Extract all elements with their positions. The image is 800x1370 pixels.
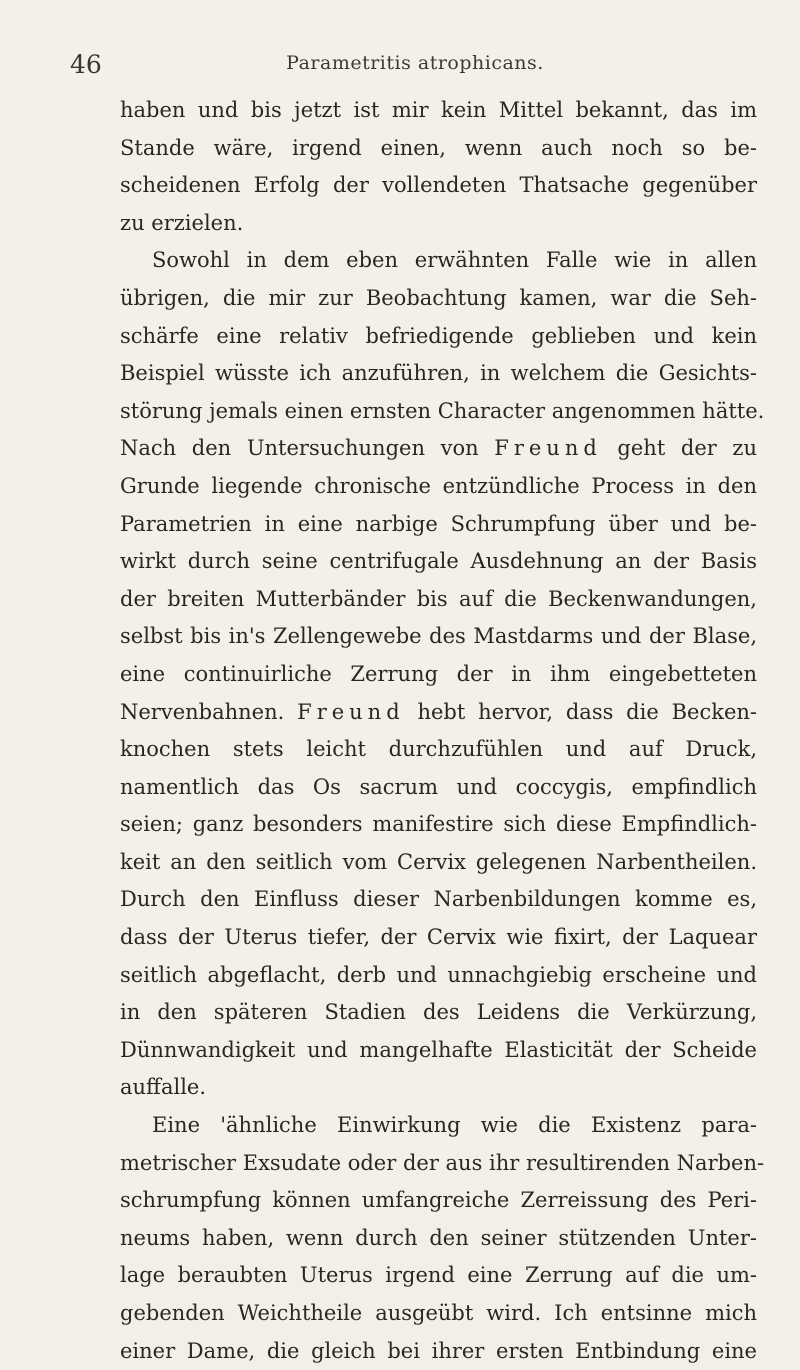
- text-line: einer Dame, die gleich bei ihrer ersten Entbindung eine: [120, 1338, 757, 1363]
- text-line: seien; ganz besonders manifestire sich diese Empfindlich-: [120, 812, 757, 837]
- text-line: wirkt durch seine centrifugale Ausdehnung an der Basis: [120, 549, 757, 574]
- body-text: [120, 92, 765, 1370]
- text-line: selbst bis in's Zellengewebe des Mastdarms und der Blase,: [120, 624, 757, 649]
- page-header: [70, 46, 760, 82]
- text-line: Parametrien in eine narbige Schrumpfung über und be-: [120, 511, 757, 536]
- text-line: Durch den Einfluss dieser Narbenbildungen komme es,: [120, 887, 757, 912]
- text-line: Grunde liegende chronische entzündliche Process in den: [120, 473, 757, 498]
- text-line: [120, 430, 757, 468]
- page-number: 46: [70, 50, 102, 79]
- text-segment: Nach den Untersuchungen von: [120, 436, 495, 461]
- text-line: keit an den seitlich vom Cervix gelegenen Narbentheilen.: [120, 849, 757, 874]
- text-line: schrumpfung können umfangreiche Zerreissung des Peri-: [120, 1188, 757, 1213]
- text-line: Beispiel wüsste ich anzuführen, in welchem die Gesichts-: [120, 361, 757, 386]
- text-line: neums haben, wenn durch den seiner stützenden Unter-: [120, 1225, 757, 1250]
- text-line: lage beraubten Uterus irgend eine Zerrung auf die um-: [120, 1263, 757, 1288]
- text-line: seitlich abgeflacht, derb und unnachgiebig erscheine und: [120, 962, 757, 987]
- text-line: Dünnwandigkeit und mangelhafte Elasticität der Scheide: [120, 1037, 757, 1062]
- text-line: in den späteren Stadien des Leidens die Verkürzung,: [120, 1000, 757, 1025]
- author-name-freund: Freund: [494, 436, 602, 461]
- text-line: auffalle.: [120, 1075, 207, 1100]
- text-line: störung jemals einen ernsten Character angenommen hätte.: [120, 398, 765, 423]
- author-name-freund: Freund: [297, 699, 405, 724]
- text-segment: Nervenbahnen.: [120, 699, 298, 724]
- text-line: metrischer Exsudate oder der aus ihr resultirenden Narben-: [120, 1150, 765, 1175]
- text-line: der breiten Mutterbänder bis auf die Beckenwandungen,: [120, 586, 757, 611]
- text-line: namentlich das Os sacrum und coccygis, empfindlich: [120, 774, 757, 799]
- text-line: schärfe eine relativ befriedigende geblieben und kein: [120, 323, 757, 348]
- text-line: Stande wäre, irgend einen, wenn auch noch so be-: [120, 135, 757, 160]
- text-line: [120, 694, 757, 732]
- paragraph-start-line: Sowohl in dem eben erwähnten Falle wie in allen: [152, 248, 757, 273]
- running-title: Parametritis atrophicans.: [286, 52, 544, 74]
- text-line: eine continuirliche Zerrung der in ihm eingebetteten: [120, 661, 757, 686]
- text-line: haben und bis jetzt ist mir kein Mittel bekannt, das im: [120, 98, 757, 122]
- text-line: dass der Uterus tiefer, der Cervix wie fixirt, der Laquear: [120, 925, 757, 950]
- text-line: knochen stets leicht durchzufühlen und auf Druck,: [120, 737, 757, 762]
- text-segment: geht der zu: [601, 436, 757, 461]
- text-line: scheidenen Erfolg der vollendeten Thatsache gegenüber: [120, 173, 757, 198]
- text-line: zu erzielen.: [120, 210, 244, 235]
- paragraph-start-line: Eine 'ähnliche Einwirkung wie die Existenz para-: [152, 1113, 757, 1138]
- text-segment: hebt hervor, dass die Becken-: [404, 699, 757, 724]
- text-line: gebenden Weichtheile ausgeübt wird. Ich entsinne mich: [120, 1301, 757, 1325]
- text-line: übrigen, die mir zur Beobachtung kamen, war die Seh-: [120, 285, 757, 310]
